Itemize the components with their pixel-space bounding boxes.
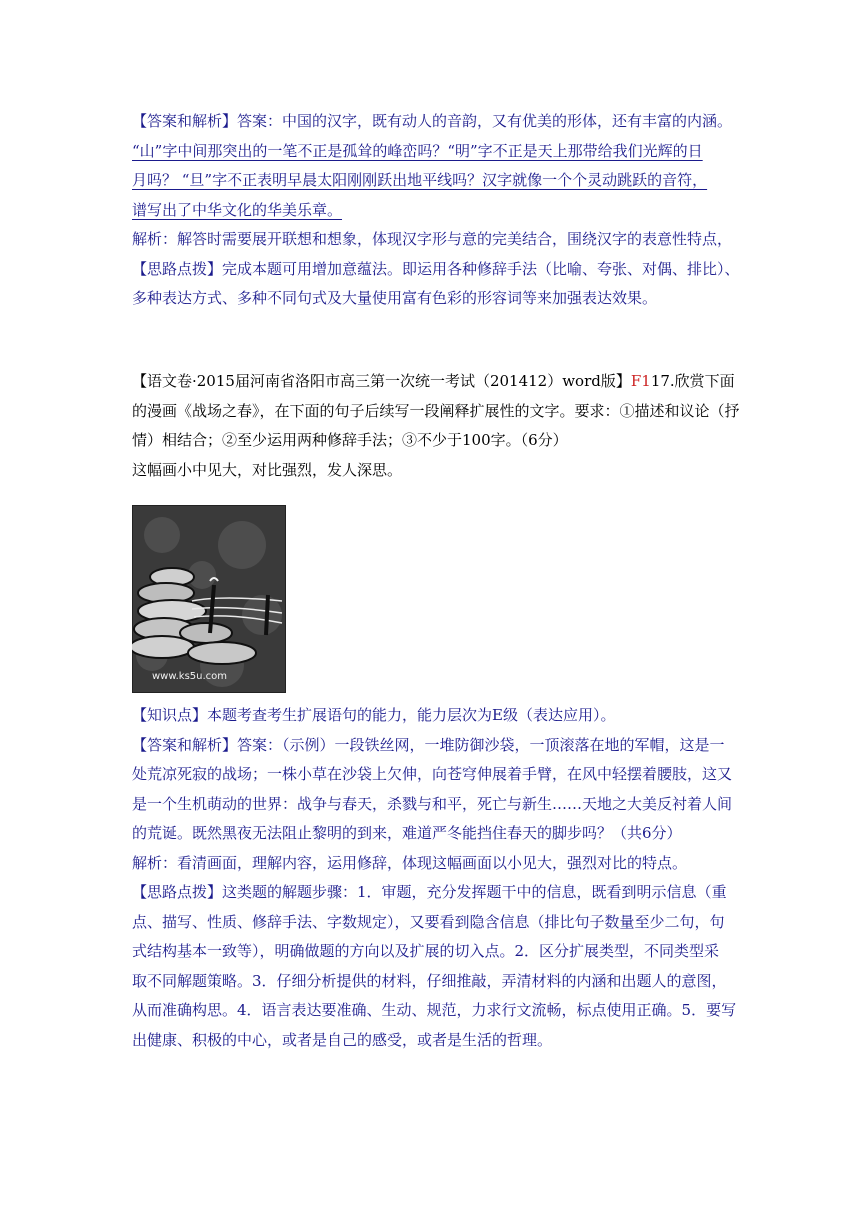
hint2-line-4: 取不同解题策略。3．仔细分析提供的材料，仔细推敲，弄清材料的内涵和出题人的意图， [132,971,727,990]
knowledge-text: 本题考查考生扩展语句的能力，能力层次为E级（表达应用）。 [207,706,616,724]
question-line-3: 情）相结合；②至少运用两种修辞手法；③不少于100字。（6分） [132,431,568,449]
answer-tag: 【答案和解析】 [132,112,238,130]
hint-line-2: 多种表达方式、多种不同句式及大量使用富有色彩的形容词等来加强表达效果。 [132,289,658,307]
answer2-tag: 【答案和解析】 [132,735,238,754]
hint2-line-2: 点、描写、性质、修辞手法、字数规定），又要看到隐含信息（排比句子数量至少二句，句 [132,912,725,931]
question-line-2: 的漫画《战场之春》，在下面的句子后续写一段阐释扩展性的文字。要求：①描述和议论（抒 [132,401,740,420]
question-source: 【语文卷·2015届河南省洛阳市高三第一次统一考试（201412）word版】 [132,372,631,390]
answer-line-4: 谱写出了中华文化的华美乐章。 [132,200,343,219]
hint2-line-1 [132,878,742,908]
answer-section-1 [132,107,742,314]
question-prompt: 这幅画小中见大，对比强烈，发人深思。 [132,460,403,479]
knowledge-tag: 【知识点】 [132,706,208,724]
answer2-line-3: 是一个生机萌动的世界：战争与春天，杀戮与和平，死亡与新生……天地之大美反衬着人间 [132,794,733,813]
hint-tag: 【思路点拨】 [132,259,223,278]
hint2-line-6: 出健康、积极的中心，或者是自己的感受，或者是生活的哲理。 [132,1030,553,1049]
answer2-line-1 [132,731,742,761]
knowledge-line [132,701,742,731]
watermark-text: www.ks5u.com [152,671,228,682]
hint2-line-3: 式结构基本一致等），明确做题的方向以及扩展的切入点。2．区分扩展类型，不同类型采 [132,942,720,960]
hint2-text: 这类题的解题步骤：1．审题，充分发挥题干中的信息，既看到明示信息（重 [222,883,727,901]
question-line-1 [132,367,742,397]
question-number: 17.欣赏下面 [650,372,735,390]
answer-line-1 [132,107,742,137]
hint-line-1 [132,255,742,285]
answer2-text: 答案：（示例）一段铁丝网，一堆防御沙袋，一顶滚落在地的军帽，这是一 [237,735,725,754]
hint2-line-5: 从而准确构思。4．语言表达要准确、生动、规范，力求行文流畅，标点使用正确。5．要写 [132,1001,737,1019]
answer-line-3: 月吗？ “旦”字不正表明早晨太阳刚刚跃出地平线吗？汉字就像一个个灵动跳跃的音符， [132,171,708,189]
answer-line-2: “山”字中间那突出的一笔不正是孤耸的峰峦吗？“明”字不正是天上那带给我们光辉的日 [132,141,703,160]
answer2-line-2: 处荒凉死寂的战场；一株小草在沙袋上欠伸，向苍穹伸展着手臂，在风中轻摆着腰肢，这又 [132,765,733,783]
analysis2-line: 解析：看清画面，理解内容，运用修辞，体现这幅画面以小见大，强烈对比的特点。 [132,853,688,872]
hint-text: 完成本题可用增加意蕴法。即运用各种修辞手法（比喻、夸张、对偶、排比）、 [222,259,740,278]
analysis-line: 解析：解答时需要展开联想和想象，体现汉字形与意的完美结合，围绕汉字的表意性特点， [132,230,733,248]
hint2-tag: 【思路点拨】 [132,883,223,901]
answer-section-2 [132,701,742,1055]
cartoon-image [132,505,286,693]
question-section [132,367,742,485]
answer-text: 答案：中国的汉字，既有动人的音韵，又有优美的形体，还有丰富的内涵。 [237,112,733,130]
answer2-line-4: 的荒诞。既然黑夜无法阻止黎明的到来，难道严冬能挡住春天的脚步吗？（共6分） [132,824,682,842]
question-code: F1 [630,372,651,390]
